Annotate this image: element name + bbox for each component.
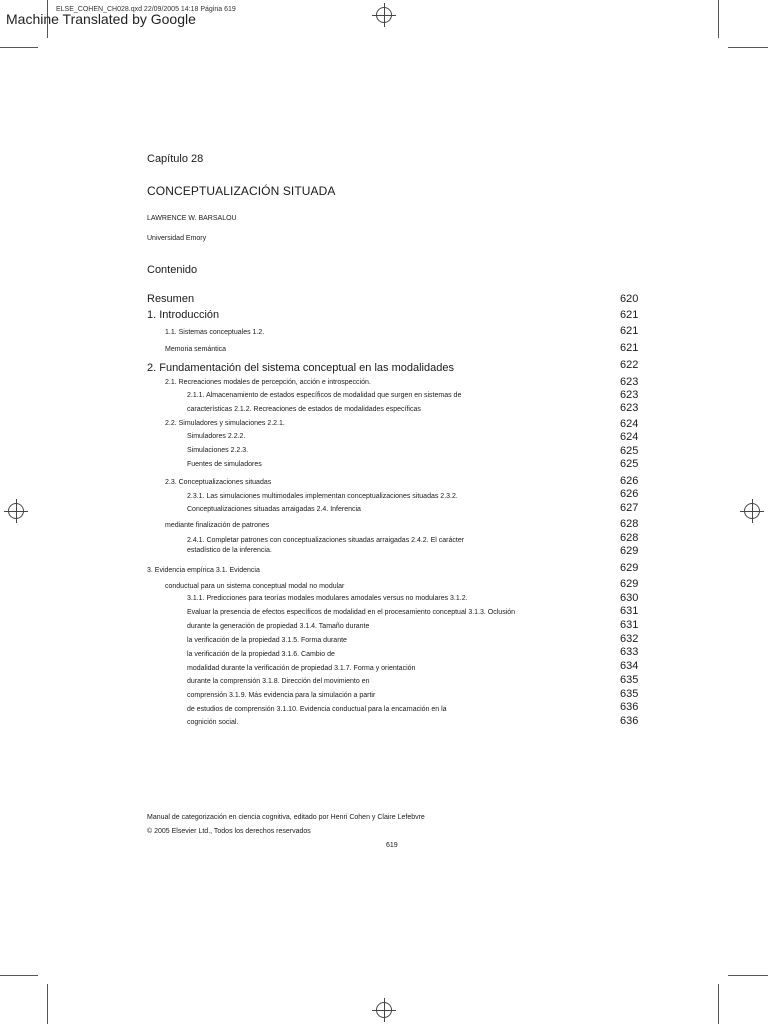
toc-page-number: 626 [620, 475, 639, 487]
file-header-line: ELSE_COHEN_CH028.qxd 22/09/2005 14:18 Página 619 [56, 6, 236, 13]
crop-mark-top-right-h [728, 47, 768, 48]
toc-page-number: 625 [620, 445, 639, 457]
toc-entry: estadístico de la inferencia. [187, 547, 272, 554]
toc-entry: Memoria semántica [165, 346, 227, 353]
toc-page-number: 633 [620, 646, 639, 658]
author-affiliation: Universidad Emory [147, 235, 207, 242]
toc-page-number: 624 [620, 431, 639, 443]
toc-page-number: 627 [620, 502, 639, 514]
toc-entry: comprensión 3.1.9. Más evidencia para la simulación a partir [187, 692, 376, 699]
toc-entry: Simulaciones 2.2.3. [187, 447, 249, 454]
toc-entry: conductual para un sistema conceptual modal no modular [165, 583, 345, 590]
toc-entry: Evaluar la presencia de efectos específicos de modalidad en el procesamiento conceptual 3.1.3. Oclusión [187, 609, 516, 616]
toc-entry: 1. Introducción [147, 309, 220, 321]
toc-entry: la verificación de la propiedad 3.1.5. Forma durante [187, 637, 347, 644]
footer-source: Manual de categorización en ciencia cognitiva, editado por Henri Cohen y Claire Lefebvre [147, 814, 425, 821]
crop-mark-top-left-h [0, 47, 38, 48]
toc-entry: durante la generación de propiedad 3.1.4. Tamaño durante [187, 623, 370, 630]
chapter-label: Capítulo 28 [147, 153, 204, 165]
toc-entry: cognición social. [187, 719, 239, 726]
toc-entry: Fuentes de simuladores [187, 461, 262, 468]
toc-page-number: 635 [620, 688, 639, 700]
toc-page-number: 621 [620, 325, 639, 337]
crop-mark-bottom-right-h [728, 975, 768, 976]
toc-page-number: 636 [620, 701, 639, 713]
toc-entry: modalidad durante la verificación de propiedad 3.1.7. Forma y orientación [187, 665, 416, 672]
toc-page-number: 632 [620, 633, 639, 645]
registration-mark-right [744, 503, 760, 519]
toc-entry: 2.3. Conceptualizaciones situadas [165, 479, 272, 486]
toc-entry: Conceptualizaciones situadas arraigadas 2.4. Inferencia [187, 506, 361, 513]
toc-page-number: 635 [620, 674, 639, 686]
crop-mark-bottom-right-v [718, 984, 719, 1024]
translation-watermark: Machine Translated by Google [6, 11, 196, 27]
toc-page-number: 621 [620, 309, 639, 321]
toc-page-number: 626 [620, 488, 639, 500]
crop-mark-top-right-v [718, 0, 719, 38]
footer-copyright: © 2005 Elsevier Ltd., Todos los derechos reservados [147, 828, 311, 835]
chapter-title: CONCEPTUALIZACIÓN SITUADA [147, 184, 336, 198]
page-number: 619 [386, 842, 398, 849]
toc-page-number: 621 [620, 342, 639, 354]
toc-page-number: 629 [620, 562, 639, 574]
toc-page-number: 624 [620, 418, 639, 430]
toc-page-number: 623 [620, 376, 639, 388]
toc-entry: 2.1.1. Almacenamiento de estados específicos de modalidad que surgen en sistemas de [187, 392, 462, 399]
toc-page-number: 628 [620, 532, 639, 544]
toc-entry: 2.4.1. Completar patrones con conceptualizaciones situadas arraigadas 2.4.2. El carácter [187, 537, 465, 544]
toc-entry: Resumen [147, 293, 195, 305]
toc-entry: 1.1. Sistemas conceptuales 1.2. [165, 329, 265, 336]
toc-entry: Simuladores 2.2.2. [187, 433, 246, 440]
toc-page-number: 622 [620, 359, 639, 371]
toc-page-number: 636 [620, 715, 639, 727]
toc-page-number: 630 [620, 592, 639, 604]
toc-entry: 3. Evidencia empírica 3.1. Evidencia [147, 567, 260, 574]
toc-entry: características 2.1.2. Recreaciones de estados de modalidades específicas [187, 406, 421, 413]
crop-mark-bottom-left-h [0, 975, 38, 976]
toc-page-number: 631 [620, 605, 639, 617]
toc-page-number: 623 [620, 389, 639, 401]
toc-entry: de estudios de comprensión 3.1.10. Evidencia conductual para la encarnación en la [187, 706, 447, 713]
toc-page-number: 629 [620, 578, 639, 590]
registration-mark-left [8, 503, 24, 519]
toc-entry: durante la comprensión 3.1.8. Dirección del movimiento en [187, 678, 370, 685]
toc-entry: 2.1. Recreaciones modales de percepción, acción e introspección. [165, 379, 371, 386]
crop-mark-bottom-left-v [47, 984, 48, 1024]
toc-page-number: 634 [620, 660, 639, 672]
registration-mark-top [376, 7, 392, 23]
toc-page-number: 629 [620, 545, 639, 557]
registration-mark-bottom [376, 1002, 392, 1018]
toc-page-number: 628 [620, 518, 639, 530]
toc-entry: 2.2. Simuladores y simulaciones 2.2.1. [165, 420, 285, 427]
toc-entry: 2.3.1. Las simulaciones multimodales implementan conceptualizaciones situadas 2.3.2. [187, 493, 458, 500]
toc-entry: 2. Fundamentación del sistema conceptual en las modalidades [147, 362, 454, 374]
toc-entry: 3.1.1. Predicciones para teorías modales modulares amodales versus no modulares 3.1.2. [187, 595, 468, 602]
toc-page-number: 625 [620, 458, 639, 470]
contents-heading: Contenido [147, 264, 198, 276]
toc-page-number: 623 [620, 402, 639, 414]
chapter-author: LAWRENCE W. BARSALOU [147, 215, 237, 222]
toc-page-number: 620 [620, 293, 639, 305]
toc-entry: la verificación de la propiedad 3.1.6. Cambio de [187, 651, 335, 658]
toc-page-number: 631 [620, 619, 639, 631]
toc-entry: mediante finalización de patrones [165, 522, 270, 529]
